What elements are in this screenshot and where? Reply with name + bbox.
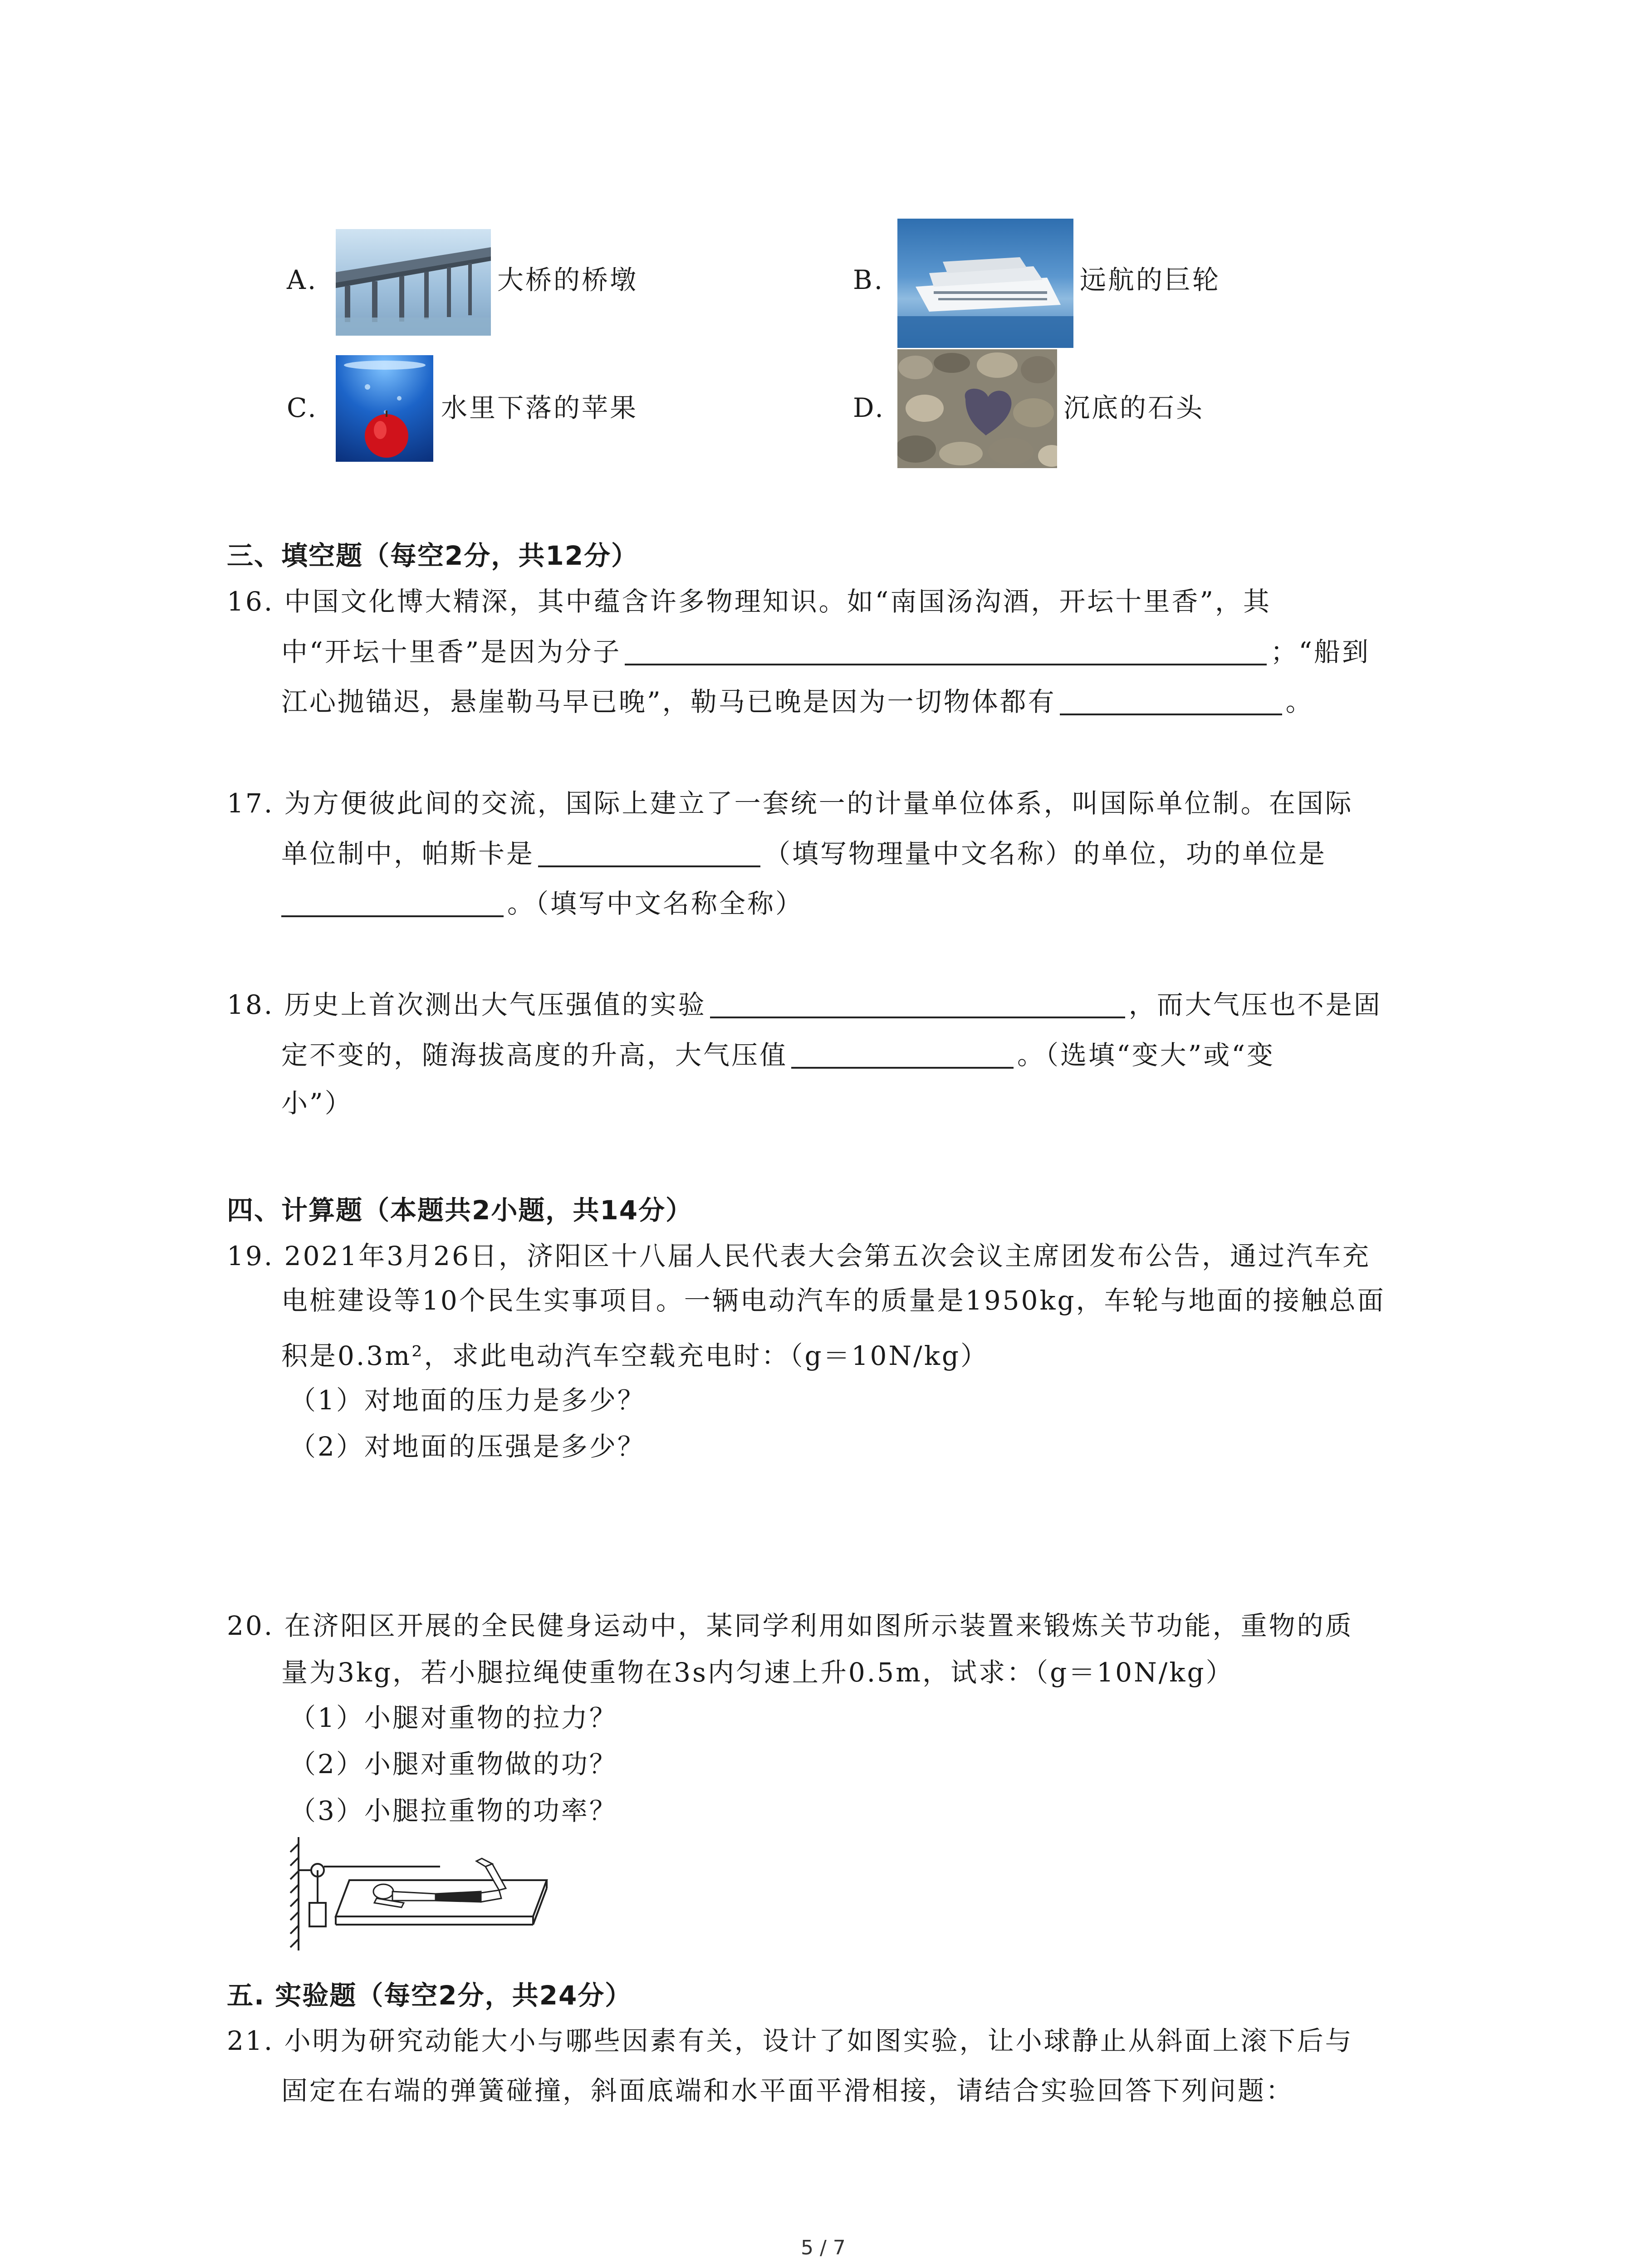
option-b-text: 远航的巨轮 [1080,264,1221,295]
q17-line3 [281,890,803,917]
q18-line2 [281,1042,1275,1069]
q16-line1: 16. 中国文化博大精深，其中蕴含许多物理知识。如“南国汤沟酒，开坛十里香”，其 [227,586,1271,617]
option-b-letter: B. [853,264,885,295]
q20-line1: 20. 在济阳区开展的全民健身运动中，某同学利用如图所示装置来锻炼关节功能，重物的质 [227,1610,1353,1641]
q16-line3 [281,686,1314,717]
q17-line3-tail: 。（填写中文名称全称） [507,888,804,919]
river-stones-image [897,349,1057,468]
q17-line2 [281,838,1327,869]
q17-blank-1[interactable] [538,865,760,867]
q16-line2-text: 中“开坛十里香”是因为分子 [281,636,622,667]
q18-line3: 小”） [281,1088,353,1119]
option-a-letter: A. [287,264,318,295]
q19-sub1: （1）对地面的压力是多少？ [289,1385,646,1416]
option-c-letter: C. [287,392,318,423]
option-d-letter: D. [853,392,885,423]
q20-line2: 量为3kg，若小腿拉绳使重物在3s内匀速上升0.5m，试求：（g＝10N/kg） [281,1657,1234,1688]
q17-line2-text: 单位制中，帕斯卡是 [281,838,535,869]
section5-heading: 五. 实验题（每空2分，共24分） [227,1980,632,2011]
option-a-text: 大桥的桥墩 [497,264,638,295]
section4-heading: 四、计算题（本题共2小题，共14分） [227,1195,693,1226]
option-c-text: 水里下落的苹果 [441,392,638,423]
q20-sub2: （2）小腿对重物做的功？ [289,1749,617,1779]
q18-blank-2[interactable] [791,1067,1014,1069]
q19-line2: 电桩建设等10个民生实事项目。一辆电动汽车的质量是1950kg，车轮与地面的接触总面 [281,1285,1386,1316]
q16-line2 [281,636,1370,667]
q21-line2: 固定在右端的弹簧碰撞，斜面底端和水平面平滑相接，请结合实验回答下列问题： [281,2075,1294,2106]
q19-line3: 积是0.3m²，求此电动汽车空载充电时：（g＝10N/kg） [281,1340,989,1371]
falling-apple-image [336,355,433,462]
q18-line2-text: 定不变的，随海拔高度的升高，大气压值 [281,1040,788,1070]
q16-blank-2[interactable] [1060,714,1282,715]
leg-exercise-figure [286,1835,558,1953]
q19-sub2: （2）对地面的压强是多少？ [289,1431,646,1462]
q17-blank-2[interactable] [281,915,504,917]
q19-line1: 19. 2021年3月26日，济阳区十八届人民代表大会第五次会议主席团发布公告，通过汽车充 [227,1241,1371,1271]
q18-blank-1[interactable] [710,1017,1125,1018]
section3-heading: 三、填空题（每空2分，共12分） [227,540,639,571]
q16-line2-tail: ；“船到 [1270,636,1370,667]
q18-line1 [227,989,1382,1020]
cruise-ship-image [897,219,1073,348]
q21-line1: 21. 小明为研究动能大小与哪些因素有关，设计了如图实验，让小球静止从斜面上滚下后与 [227,2025,1353,2056]
q17-line2-tail: （填写物理量中文名称）的单位，功的单位是 [764,838,1327,869]
q20-sub3: （3）小腿拉重物的功率？ [289,1795,617,1826]
q18-line1-tail: ，而大气压也不是固 [1128,989,1382,1020]
page-number: 5 / 7 [801,2236,846,2259]
bridge-pier-image [336,229,491,336]
q16-line3-text: 江心抛锚迟，悬崖勒马早已晚”，勒马已晚是因为一切物体都有 [281,686,1056,717]
q16-line3-tail: 。 [1285,686,1314,717]
q18-line1-text: 18. 历史上首次测出大气压强值的实验 [227,989,706,1020]
q17-line1: 17. 为方便彼此间的交流，国际上建立了一套统一的计量单位体系，叫国际单位制。在国际 [227,788,1353,819]
q20-sub1: （1）小腿对重物的拉力？ [289,1702,617,1733]
q16-blank-1[interactable] [625,664,1267,665]
q18-line2-tail: 。（选填“变大”或“变 [1017,1040,1275,1070]
option-d-text: 沉底的石头 [1063,392,1205,423]
